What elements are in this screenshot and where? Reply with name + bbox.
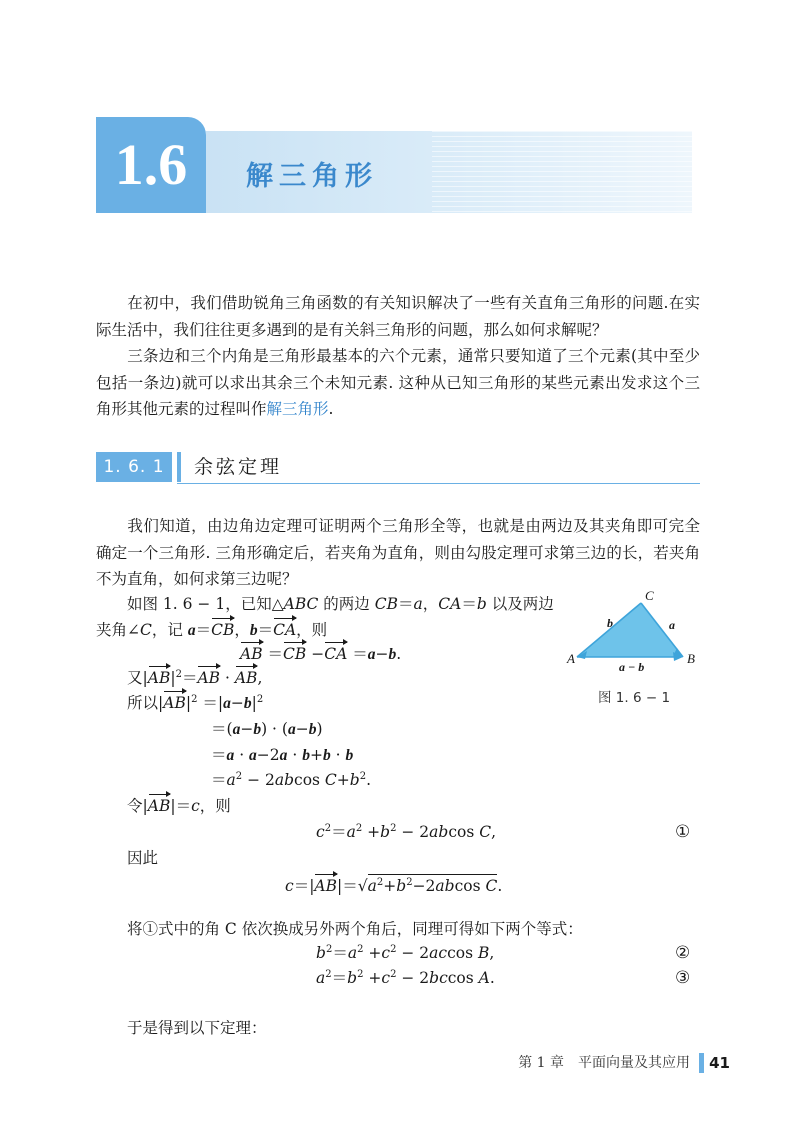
line-hence: 因此 (127, 849, 159, 867)
eq-law-c: $c^2=a^2 +b^2 - 2abcos$ C, (316, 823, 497, 841)
eq-step-3: $=a^2 - 2abcos$ $C+b^2$. (211, 771, 372, 789)
section-number: 1.6 (114, 132, 188, 197)
line-define-vectors: 夹角∠C，记 a＝CB，b＝CA，则 (96, 621, 328, 639)
vertex-label-a: A (567, 651, 575, 666)
line-theorem-intro: 于是得到以下定理： (127, 1019, 267, 1037)
eq-ab-square: 又$|AB|^2=AB$ · AB, (127, 669, 263, 687)
eq-c-value: $c=|AB|=√a^2+b^2-2abcos$ C. (285, 874, 502, 897)
section-title: 解三角形 (246, 161, 378, 192)
term-solve-triangle: 解三角形 (266, 400, 329, 418)
eq-step-2: ＝a · a−2a · b+b · b (211, 746, 354, 764)
edge-label-a: a (669, 618, 675, 632)
intro-paragraph-1 (96, 290, 700, 343)
figure-caption: 图 1. 6 − 1 (598, 690, 671, 706)
eq-step-1: ＝(a−b) · (a−b) (211, 720, 323, 738)
line-given: 如图 1. 6 − 1，已知△ABC 的两边 CB＝a，CA＝b 以及两边 (127, 595, 554, 613)
vertex-label-c: C (645, 588, 654, 603)
subsection-divider-bar (177, 452, 181, 482)
intro-paragraph-2 (96, 343, 700, 423)
vertex-label-b: B (687, 651, 695, 666)
intro-paragraph-1-text: 在初中，我们借助锐角三角函数的有关知识解决了一些有关直角三角形的问题.在实际生活中，我们往往更多遇到的是有关斜三角形的问题，那么如何求解呢？ (96, 294, 700, 339)
intro-paragraph-2-end: . (328, 400, 334, 418)
subsection-title: 余弦定理 (194, 456, 283, 478)
edge-label-b: b (607, 616, 613, 630)
subsection-underline (177, 483, 700, 484)
body-paragraph-1-text: 我们知道，由边角边定理可证明两个三角形全等，也就是由两边及其夹角即可完全确定一个三角形. 三角形确定后，若夹角为直角，则由勾股定理可求第三边的长，若夹角不为直角，如何求第三边呢？ (96, 517, 700, 588)
eq-so: 所以$|AB|^2 =|a-b|^2$ (127, 694, 264, 712)
triangle-fill (577, 603, 683, 657)
subsection-header (96, 452, 700, 484)
eq-law-b: $b^2=a^2 +c^2 - 2accos$ B, (316, 944, 495, 962)
eq-let: 令|AB|＝c，则 (127, 797, 231, 815)
eq-number-2: ② (675, 943, 691, 963)
edge-label-a-minus-b: a − b (619, 660, 645, 674)
intro-paragraph-2-text: 三条边和三个内角是三角形最基本的六个元素，通常只要知道了三个元素(其中至少包括一条边)就可以求出其余三个未知元素. 这种从已知三角形的某些元素出发求这个三角形其他元素的过程叫作 (96, 347, 700, 418)
footer-bar (699, 1053, 704, 1073)
triangle-figure (565, 585, 705, 680)
page-footer (490, 1052, 730, 1074)
subsection-number: 1. 6. 1 (103, 457, 165, 477)
line-similarly: 将①式中的角 C 依次换成另外两个角后，同理可得如下两个等式： (127, 920, 583, 938)
body-paragraph-1 (96, 513, 700, 593)
section-number-box (96, 117, 206, 213)
eq-ab-vector: AB ＝CB −CA ＝a−b. (240, 645, 402, 663)
eq-law-a: $a^2=b^2 +c^2 - 2bccos$ A. (316, 969, 495, 987)
band-stripes (432, 131, 692, 213)
eq-number-1: ① (675, 822, 691, 842)
eq-number-3: ③ (675, 968, 691, 988)
subsection-number-box (96, 452, 172, 482)
section-header (96, 117, 692, 213)
page-number: 41 (709, 1054, 730, 1072)
footer-chapter: 第 1 章 平面向量及其应用 (518, 1055, 690, 1071)
